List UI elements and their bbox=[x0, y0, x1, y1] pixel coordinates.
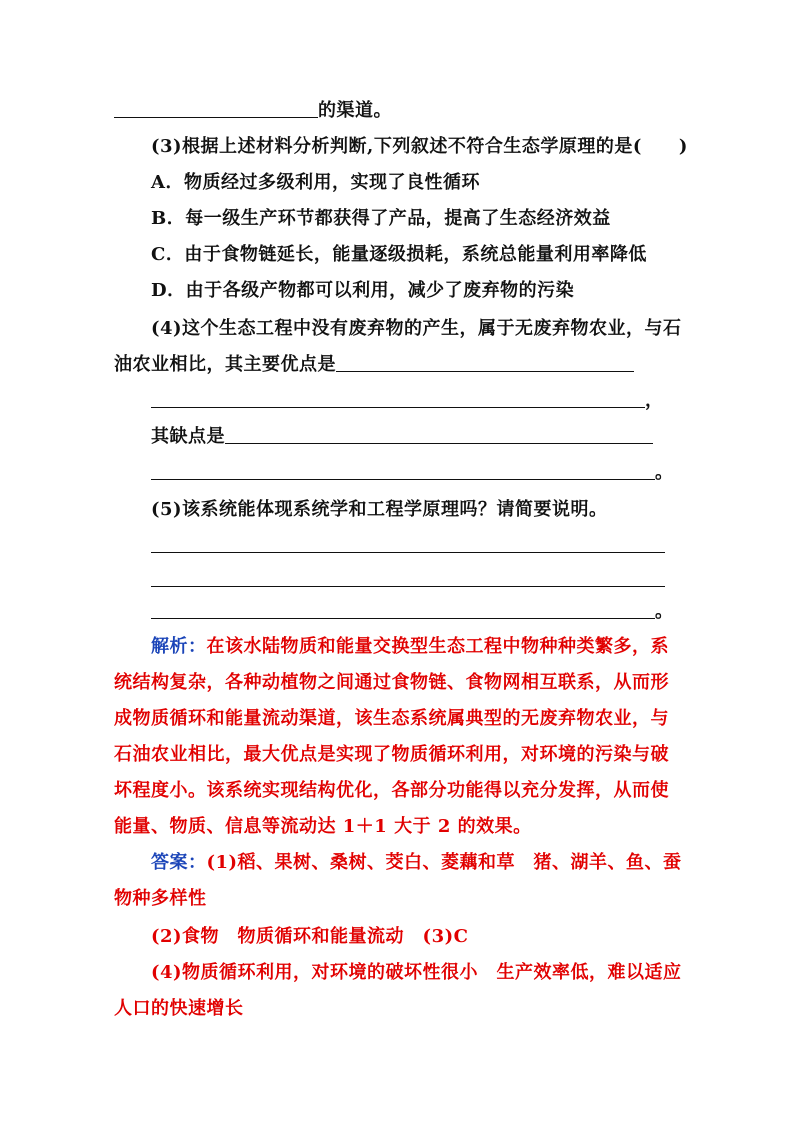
answer-blank[interactable] bbox=[151, 568, 665, 587]
question-5-line3 bbox=[151, 600, 674, 624]
answer-colon: ： bbox=[188, 852, 207, 873]
question-4-line5 bbox=[151, 461, 674, 485]
question-4-line1: (4)这个生态工程中没有废弃物的产生，属于无废弃物农业，与石 bbox=[151, 318, 682, 339]
period-mark: 。 bbox=[655, 462, 674, 483]
option-a: A．物质经过多级利用，实现了良性循环 bbox=[151, 172, 480, 193]
analysis-line-1 bbox=[151, 635, 669, 659]
period-mark: 。 bbox=[655, 601, 674, 622]
answer-line-2: 物种多样性 bbox=[114, 888, 207, 909]
answer-line-3: (2)食物 物质循环和能量流动 (3)C bbox=[151, 926, 469, 947]
answer-line-4: (4)物质循环利用，对环境的破坏性很小 生产效率低，难以适应 bbox=[151, 962, 682, 983]
option-c: C．由于食物链延长，能量逐级损耗，系统总能量利用率降低 bbox=[151, 244, 647, 265]
q4-disadvantage-label: 其缺点是 bbox=[151, 426, 225, 447]
q4-advantage-label: 油农业相比，其主要优点是 bbox=[114, 354, 336, 375]
question-4-line4 bbox=[151, 425, 653, 449]
answer-blank[interactable] bbox=[336, 353, 634, 372]
answer-blank[interactable] bbox=[225, 425, 653, 444]
question-5-line2 bbox=[151, 568, 665, 592]
question-5-line1 bbox=[151, 534, 665, 558]
analysis-colon: ： bbox=[188, 636, 207, 657]
answer-blank[interactable] bbox=[114, 99, 318, 118]
analysis-text: 在该水陆物质和能量交换型生态工程中物种种类繁多，系 bbox=[206, 636, 669, 657]
answer-line-1 bbox=[151, 851, 682, 875]
q2-tail-line bbox=[114, 99, 392, 123]
option-d: D．由于各级产物都可以利用，减少了废弃物的污染 bbox=[151, 280, 575, 301]
answer-blank[interactable] bbox=[151, 534, 665, 553]
analysis-line-2: 统结构复杂，各种动植物之间通过食物链、食物网相互联系，从而形 bbox=[114, 672, 669, 693]
answer-label: 答案 bbox=[151, 852, 188, 873]
analysis-label: 解析 bbox=[151, 636, 188, 657]
answer-line-5: 人口的快速增长 bbox=[114, 998, 244, 1019]
answer-blank[interactable] bbox=[151, 600, 655, 619]
question-3-stem: (3)根据上述材料分析判断,下列叙述不符合生态学原理的是( ) bbox=[151, 136, 688, 157]
comma-mark: ， bbox=[645, 390, 664, 411]
answer-blank[interactable] bbox=[151, 389, 645, 408]
answer-text: (1)稻、果树、桑树、茭白、菱藕和草 猪、湖羊、鱼、蚕 bbox=[206, 852, 682, 873]
q2-tail-text: 的渠道。 bbox=[318, 100, 392, 121]
analysis-line-6: 能量、物质、信息等流动达 1＋1 大于 2 的效果。 bbox=[114, 816, 532, 837]
analysis-line-5: 坏程度小。该系统实现结构优化，各部分功能得以充分发挥，从而使 bbox=[114, 780, 669, 801]
option-b: B．每一级生产环节都获得了产品，提高了生态经济效益 bbox=[151, 208, 611, 229]
question-5-stem: (5)该系统能体现系统学和工程学原理吗？请简要说明。 bbox=[151, 499, 608, 520]
analysis-line-4: 石油农业相比，最大优点是实现了物质循环利用，对环境的污染与破 bbox=[114, 744, 669, 765]
analysis-line-3: 成物质循环和能量流动渠道，该生态系统属典型的无废弃物农业，与 bbox=[114, 708, 669, 729]
question-4-line3 bbox=[151, 389, 664, 413]
question-4-line2 bbox=[114, 353, 634, 377]
answer-blank[interactable] bbox=[151, 461, 655, 480]
